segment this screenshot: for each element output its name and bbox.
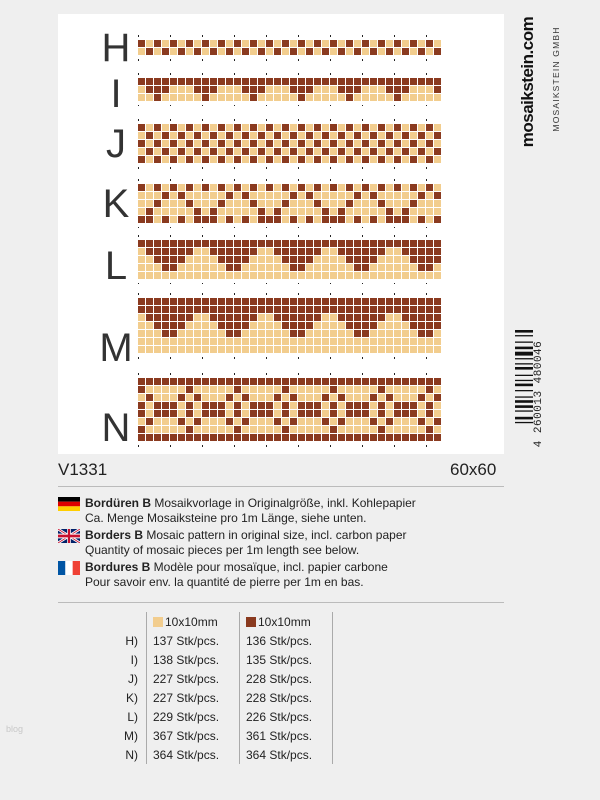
table-row: K) 227 Stk/pcs. 228 Stk/pcs.: [108, 688, 333, 707]
lang-block-de: [58, 496, 498, 526]
mosaic-pattern-l: [136, 234, 446, 284]
lang-title-fr: Bordures B: [85, 560, 151, 574]
mosaic-pattern-h: [136, 34, 446, 64]
lang-line1-de: Mosaikvorlage in Originalgröße, inkl. Kohlepapier: [151, 496, 416, 510]
table-row: N) 364 Stk/pcs. 364 Stk/pcs.: [108, 745, 333, 764]
mosaic-pattern-j: [136, 118, 446, 172]
barcode: [513, 330, 547, 460]
germany-flag-icon: [58, 497, 80, 511]
pattern-letter-h: H: [101, 26, 131, 70]
mosaic-pattern-i: [136, 72, 446, 106]
table-row: J) 227 Stk/pcs. 228 Stk/pcs.: [108, 669, 333, 688]
table-row: I) 138 Stk/pcs. 135 Stk/pcs.: [108, 650, 333, 669]
barcode-number: 4 260013 480046: [533, 340, 545, 448]
table-row: L) 229 Stk/pcs. 226 Stk/pcs.: [108, 707, 333, 726]
table-header-row: [108, 612, 333, 631]
table-row: M) 367 Stk/pcs. 361 Stk/pcs.: [108, 726, 333, 745]
lang-block-en: [58, 528, 498, 558]
header-light: 10x10mm: [147, 612, 240, 631]
brand-name: mosaikstein.com: [518, 16, 537, 148]
divider: [58, 602, 504, 603]
pattern-letter-m: M: [99, 326, 133, 370]
mosaic-pattern-m: [136, 292, 446, 364]
brand-logo: [508, 14, 561, 154]
mosaic-pattern-n: [136, 372, 446, 448]
lang-line1-en: Mosaic pattern in original size, incl. carbon paper: [143, 528, 407, 542]
uk-flag-icon: [58, 529, 80, 543]
dark-swatch-icon: [246, 617, 256, 627]
lang-block-fr: [58, 560, 498, 590]
table-row: H) 137 Stk/pcs. 136 Stk/pcs.: [108, 631, 333, 650]
france-flag-icon: [58, 561, 80, 575]
product-code: V1331: [58, 460, 108, 479]
pattern-letter-l: L: [104, 244, 128, 288]
lang-line2-en: Quantity of mosaic pieces per 1m length see below.: [85, 543, 360, 557]
mosaic-pattern-k: [136, 178, 446, 228]
watermark: blog: [6, 724, 24, 734]
quantity-table: [108, 612, 333, 764]
lang-line1-fr: Modèle pour mosaïque, incl. papier carbone: [150, 560, 388, 574]
product-size: 60x60: [450, 460, 497, 479]
pattern-letter-n: N: [101, 406, 131, 450]
header-dark: 10x10mm: [240, 612, 333, 631]
light-swatch-icon: [153, 617, 163, 627]
lang-line2-de: Ca. Menge Mosaiksteine pro 1m Länge, siehe unten.: [85, 511, 367, 525]
pattern-letter-i: I: [110, 72, 122, 116]
pattern-letter-k: K: [102, 182, 130, 226]
lang-line2-fr: Pour savoir env. la quantité de pierre per 1m en bas.: [85, 575, 364, 589]
lang-title-de: Bordüren B: [85, 496, 151, 510]
pattern-letter-j: J: [106, 122, 126, 166]
divider: [58, 486, 504, 487]
lang-title-en: Borders B: [85, 528, 144, 542]
brand-subtitle: MOSAIKSTEIN GMBH: [551, 26, 561, 132]
